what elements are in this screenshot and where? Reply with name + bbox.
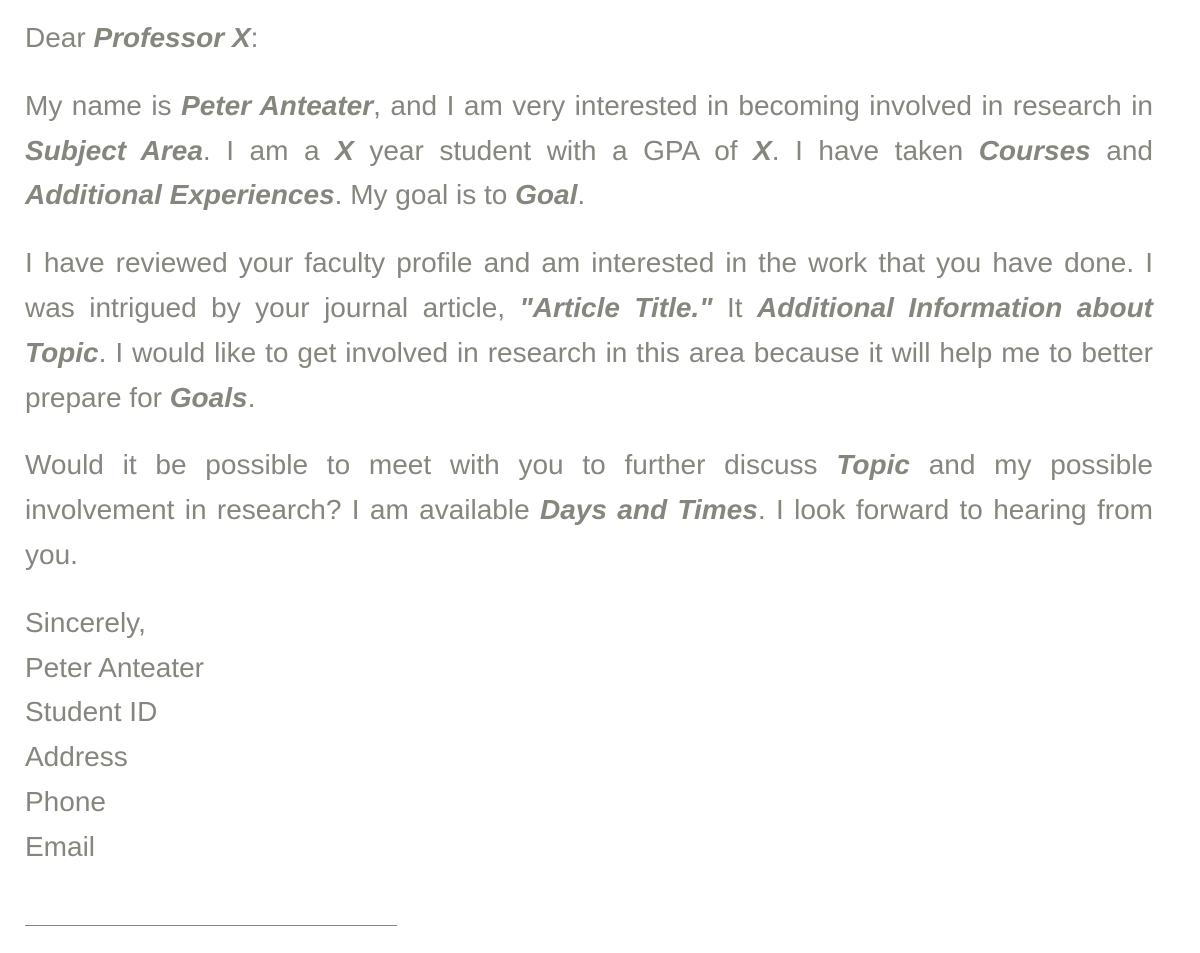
paragraph-text: . I look forward to hearing from you. <box>25 494 1153 570</box>
placeholder-goal: Goal <box>515 179 578 211</box>
bottom-divider <box>25 925 397 926</box>
placeholder-courses: Courses <box>978 134 1091 166</box>
placeholder-topic: Topic <box>836 449 910 481</box>
signature-name: Peter Anteater <box>25 651 205 683</box>
paragraph-text: My name is <box>25 89 182 121</box>
paragraph-text: It <box>712 291 758 323</box>
meeting-request-paragraph <box>25 443 1153 577</box>
paragraph-text: . <box>577 179 586 211</box>
signature-student-id: Student ID <box>25 696 158 728</box>
placeholder-days-and-times: Days and Times <box>540 494 758 526</box>
paragraph-text: . My goal is to <box>334 179 516 211</box>
paragraph-text: . I am a <box>202 134 336 166</box>
recipient-name: Professor X <box>93 22 251 53</box>
placeholder-additional-experiences: Additional Experiences <box>25 179 335 211</box>
paragraph-text: , and I am very interested in becoming involved in research in <box>373 89 1153 121</box>
paragraph-text: Would it be possible to meet with you to further discuss <box>25 449 837 481</box>
closing-line: Sincerely, <box>25 606 146 638</box>
signature-phone: Phone <box>25 785 106 817</box>
placeholder-student-name: Peter Anteater <box>181 89 374 121</box>
introduction-paragraph <box>25 84 1153 218</box>
paragraph-text: year student with a GPA of <box>353 134 754 166</box>
paragraph-text: and <box>1090 134 1154 166</box>
research-interest-paragraph <box>25 241 1153 420</box>
signature-address: Address <box>25 741 128 773</box>
placeholder-year: X <box>335 134 354 166</box>
paragraph-text: . <box>247 381 256 413</box>
placeholder-goals: Goals <box>169 381 248 413</box>
greeting-prefix: Dear <box>25 22 94 53</box>
placeholder-subject-area: Subject Area <box>25 134 203 166</box>
letter-body <box>25 16 1153 870</box>
placeholder-article-title: "Article Title." <box>519 291 713 323</box>
placeholder-topic-information: Additional Information about Topic <box>25 291 1153 368</box>
greeting-line <box>25 16 1153 61</box>
paragraph-text: and my possible involvement in research? I am available <box>25 449 1153 526</box>
signature-block <box>25 601 1153 870</box>
greeting-suffix: : <box>250 22 259 53</box>
paragraph-text: . I would like to get involved in research in this area because it will help me to better prepare for <box>25 336 1153 413</box>
signature-email: Email <box>25 830 96 862</box>
paragraph-text: . I have taken <box>771 134 979 166</box>
paragraph-text: I have reviewed your faculty profile and am interested in the work that you have done. I was intrigued by your journal article, <box>25 247 1153 323</box>
placeholder-gpa: X <box>753 134 772 166</box>
